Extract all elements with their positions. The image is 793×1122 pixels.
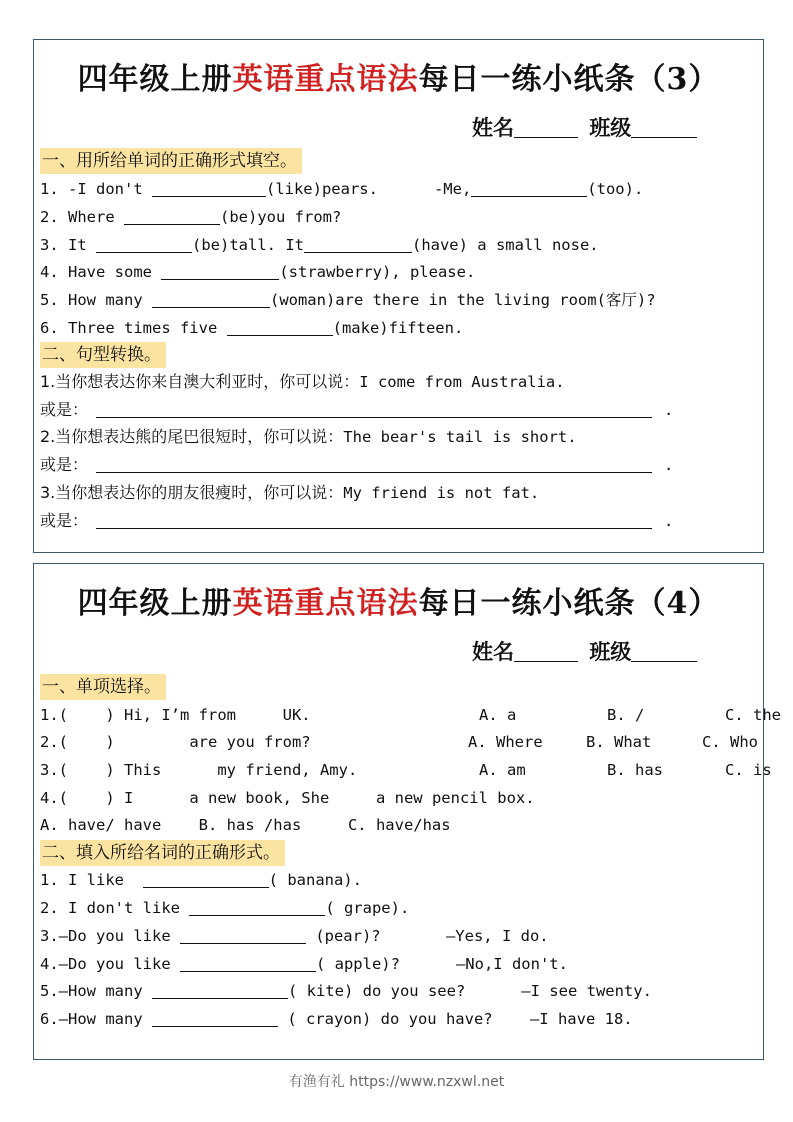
- option-a[interactable]: A. am: [479, 761, 526, 779]
- mc-options[interactable]: A. have/ have B. has /has C. have/has: [40, 816, 451, 834]
- exercise-hint: (make)fifteen.: [332, 319, 464, 337]
- option-c[interactable]: C. the: [725, 706, 781, 724]
- name-label: 姓名: [472, 639, 514, 664]
- prompt-en: The bear's tail is short.: [343, 428, 577, 446]
- exercise-line: [40, 234, 599, 256]
- exercise-line: [40, 980, 652, 1002]
- name-label: 姓名: [472, 115, 514, 140]
- exercise-text: 5. How many: [40, 291, 152, 309]
- exercise-hint: (too).: [587, 180, 644, 198]
- mc-question: [40, 704, 781, 726]
- exercise-text: -Me,: [377, 180, 472, 198]
- worksheet-title: [34, 54, 763, 98]
- exercise-hint: ( kite) do you see?: [287, 982, 466, 1000]
- title-suffix: 每日一练小纸条（3）: [418, 62, 720, 97]
- period: .: [664, 512, 674, 530]
- class-field[interactable]: [631, 120, 697, 138]
- option-b[interactable]: B. /: [607, 706, 645, 724]
- name-class-bar: [472, 636, 701, 666]
- answer-label: 或是：: [40, 455, 89, 474]
- answer-line[interactable]: [96, 457, 652, 473]
- question-stem: This my friend, Amy.: [124, 761, 358, 779]
- class-label: 班级: [589, 115, 632, 140]
- transform-prompt: [40, 426, 577, 448]
- answer-blank[interactable]: [227, 320, 333, 336]
- exercise-line: [40, 289, 656, 311]
- prompt-cn: 2.当你想表达熊的尾巴很短时，你可以说：: [40, 427, 344, 446]
- title-prefix: 四年级上册: [77, 62, 233, 97]
- reply-text: —Yes, I do.: [380, 927, 549, 945]
- answer-line[interactable]: [96, 513, 652, 529]
- question-number: 4.( ): [40, 789, 124, 807]
- option-b[interactable]: B. What: [586, 733, 652, 751]
- exercise-hint: (have) a small nose.: [411, 236, 599, 254]
- question-number: 1.( ): [40, 706, 124, 724]
- class-label: 班级: [589, 639, 632, 664]
- title-prefix: 四年级上册: [77, 586, 233, 621]
- footer-watermark: 有渔有礼 https://www.nzxwl.net: [288, 1074, 505, 1090]
- title-highlight: 英语重点语法: [232, 586, 419, 621]
- section-heading: 二、填入所给名词的正确形式。: [40, 840, 285, 866]
- section-heading: 一、用所给单词的正确形式填空。: [40, 148, 302, 174]
- reply-text: —I have 18.: [492, 1010, 633, 1028]
- answer-label: 或是：: [40, 400, 89, 419]
- option-b[interactable]: B. has: [607, 761, 663, 779]
- question-number: 2.( ): [40, 733, 124, 751]
- title-highlight: 英语重点语法: [232, 62, 419, 97]
- exercise-line: [40, 925, 549, 947]
- exercise-text: 4. Have some: [40, 263, 162, 281]
- prompt-cn: 3.当你想表达你的朋友很瘦时，你可以说：: [40, 483, 344, 502]
- worksheet-card-3: [33, 39, 764, 553]
- exercise-text: 4.—Do you like: [40, 955, 180, 973]
- question-number: 3.( ): [40, 761, 124, 779]
- exercise-line: [40, 206, 341, 228]
- answer-blank[interactable]: [124, 209, 220, 225]
- exercise-line: [40, 953, 568, 975]
- exercise-hint: (be)you from?: [220, 208, 342, 226]
- answer-blank[interactable]: [180, 956, 316, 972]
- answer-label: 或是：: [40, 511, 89, 530]
- prompt-en: My friend is not fat.: [343, 484, 540, 502]
- transform-answer: [40, 454, 673, 476]
- worksheet-title: [34, 578, 763, 622]
- title-suffix: 每日一练小纸条（4）: [418, 586, 720, 621]
- exercise-hint: (be)tall. It: [192, 236, 304, 254]
- exercise-line: [40, 317, 463, 339]
- exercise-line: [40, 897, 409, 919]
- question-stem: Hi, I’m from UK.: [124, 706, 311, 724]
- exercise-line: [40, 261, 475, 283]
- section-heading: 一、单项选择。: [40, 674, 166, 700]
- name-class-bar: [472, 112, 701, 142]
- answer-blank[interactable]: [471, 181, 587, 197]
- section-heading: 二、句型转换。: [40, 342, 166, 368]
- name-field[interactable]: [514, 120, 578, 138]
- transform-answer: [40, 399, 673, 421]
- exercise-text: 6.—How many: [40, 1010, 152, 1028]
- option-a[interactable]: A. a: [479, 706, 517, 724]
- transform-answer: [40, 510, 673, 532]
- exercise-text: 3.—Do you like: [40, 927, 180, 945]
- exercise-hint: ( grape).: [325, 899, 410, 917]
- exercise-hint: (woman)are there in the living room(客厅)?: [269, 291, 656, 309]
- transform-prompt: [40, 482, 539, 504]
- answer-blank[interactable]: [96, 237, 192, 253]
- name-field[interactable]: [514, 644, 578, 662]
- period: .: [664, 456, 674, 474]
- reply-text: —No,I don't.: [399, 955, 568, 973]
- option-c[interactable]: C. Who: [702, 733, 758, 751]
- exercise-hint: (strawberry), please.: [279, 263, 476, 281]
- exercise-text: 6. Three times five: [40, 319, 227, 337]
- answer-blank[interactable]: [152, 292, 270, 308]
- prompt-cn: 1.当你想表达你来自澳大利亚时，你可以说：: [40, 372, 360, 391]
- exercise-line: [40, 1008, 633, 1030]
- exercise-hint: ( crayon) do you have?: [277, 1010, 493, 1028]
- mc-question: [40, 731, 758, 753]
- question-stem: I a new book, She a new pencil box.: [124, 789, 535, 807]
- question-stem: are you from?: [124, 733, 311, 751]
- exercise-line: [40, 178, 643, 200]
- answer-blank[interactable]: [304, 237, 412, 253]
- prompt-en: I come from Australia.: [359, 373, 565, 391]
- answer-blank[interactable]: [189, 900, 325, 916]
- answer-blank[interactable]: [143, 872, 269, 888]
- period: .: [664, 401, 674, 419]
- exercise-hint: ( apple)?: [315, 955, 400, 973]
- answer-blank[interactable]: [152, 983, 288, 999]
- class-field[interactable]: [631, 644, 697, 662]
- exercise-hint: (like)pears.: [265, 180, 378, 198]
- transform-prompt: [40, 371, 565, 393]
- exercise-text: 1. I like: [40, 871, 143, 889]
- answer-blank[interactable]: [180, 928, 306, 944]
- answer-blank[interactable]: [152, 181, 266, 197]
- exercise-text: 1. -I don't: [40, 180, 152, 198]
- worksheet-card-4: [33, 563, 781, 1060]
- answer-blank[interactable]: [161, 264, 279, 280]
- option-a[interactable]: A. Where: [468, 733, 543, 751]
- answer-line[interactable]: [96, 402, 652, 418]
- answer-blank[interactable]: [152, 1011, 278, 1027]
- mc-question: [40, 759, 772, 781]
- exercise-line: [40, 869, 362, 891]
- exercise-text: 2. Where: [40, 208, 124, 226]
- exercise-text: 3. It: [40, 236, 96, 254]
- exercise-hint: ( banana).: [268, 871, 362, 889]
- option-c[interactable]: C. is: [725, 761, 772, 779]
- reply-text: —I see twenty.: [465, 982, 652, 1000]
- exercise-hint: (pear)?: [305, 927, 381, 945]
- exercise-text: 5.—How many: [40, 982, 152, 1000]
- exercise-text: 2. I don't like: [40, 899, 190, 917]
- mc-question: [40, 787, 535, 809]
